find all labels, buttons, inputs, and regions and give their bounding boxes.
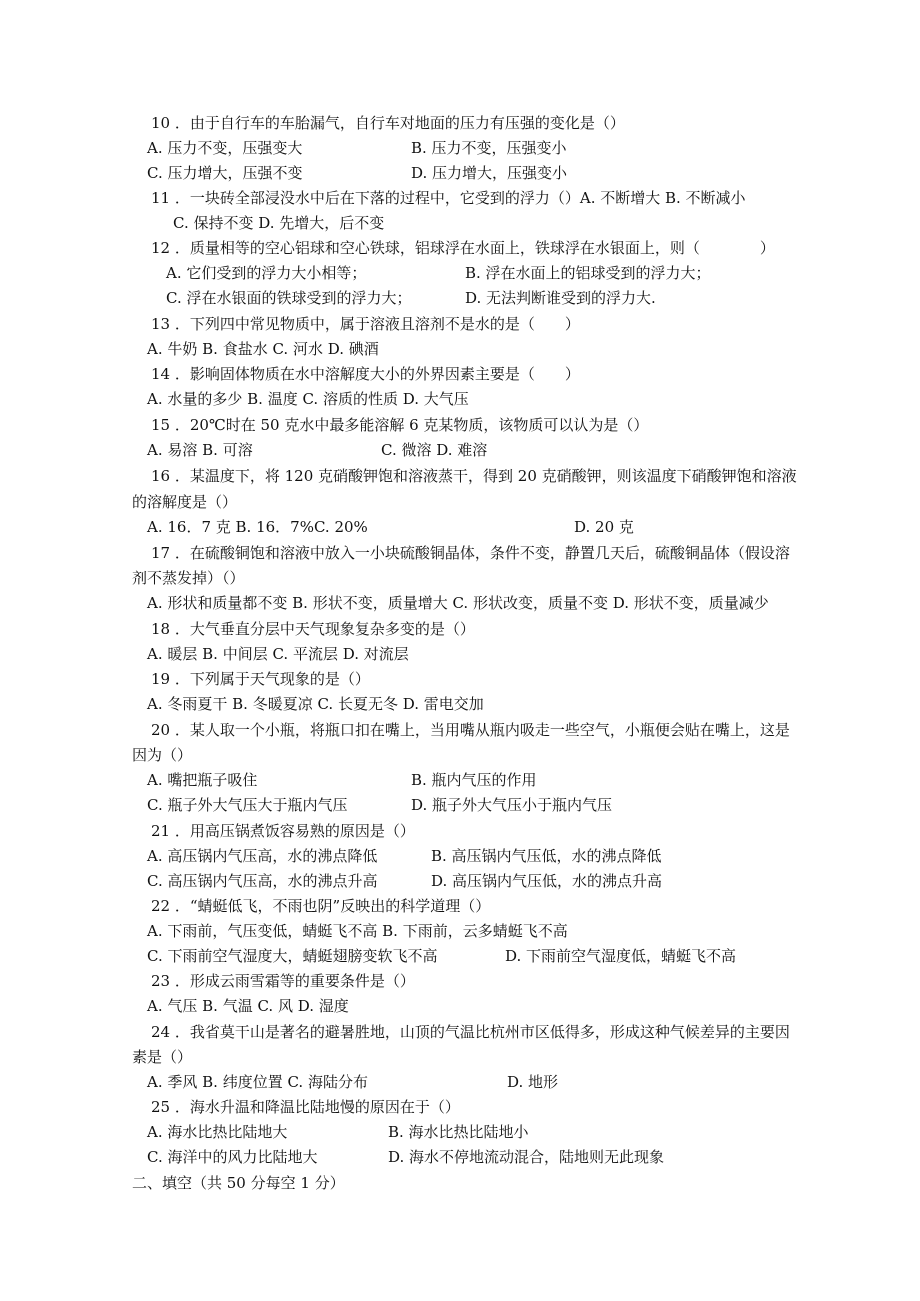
text-line: C. 保持不变 D. 先增大，后不变 <box>173 214 385 232</box>
text-line: A. 嘴把瓶子吸住 <box>147 771 258 789</box>
text-line: C. 下雨前空气湿度大，蜻蜓翅膀变软飞不高 <box>147 947 438 965</box>
text-line: A. 水量的多少 B. 温度 C. 溶质的性质 D. 大气压 <box>147 390 469 408</box>
text-line: B. 瓶内气压的作用 <box>411 771 537 789</box>
text-line: 剂不蒸发掉）（） <box>132 569 245 587</box>
text-line: C. 瓶子外大气压大于瓶内气压 <box>147 796 348 814</box>
text-line: C. 压力增大，压强不变 <box>147 164 303 182</box>
text-line: 13 ．下列四中常见物质中，属于溶液且溶剂不是水的是（ ） <box>151 315 580 333</box>
text-line: 14 ．影响固体物质在水中溶解度大小的外界因素主要是（ ） <box>151 365 580 383</box>
text-line: D. 地形 <box>507 1073 559 1091</box>
text-line: C. 浮在水银面的铁球受到的浮力大； <box>166 289 412 307</box>
text-line: B. 浮在水面上的铝球受到的浮力大； <box>465 264 711 282</box>
text-line: D. 海水不停地流动混合，陆地则无此现象 <box>388 1148 665 1166</box>
text-line: B. 海水比热比陆地小 <box>388 1123 529 1141</box>
text-line: A. 牛奶 B. 食盐水 C. 河水 D. 碘酒 <box>147 340 379 358</box>
text-line: 的溶解度是（） <box>132 493 238 511</box>
text-line: A. 形状和质量都不变 B. 形状不变，质量增大 C. 形状改变，质量不变 D. 形状不变，质量减少 <box>147 594 769 612</box>
text-line: B. 高压锅内气压低，水的沸点降低 <box>431 847 662 865</box>
text-line: A. 易溶 B. 可溶 <box>147 441 253 459</box>
text-line: 二、填空（共 50 分每空 1 分） <box>132 1174 345 1192</box>
text-line: 17 ．在硫酸铜饱和溶液中放入一小块硫酸铜晶体，条件不变，静置几天后，硫酸铜晶体（假设溶 <box>151 544 790 562</box>
text-line: 因为（） <box>132 746 193 764</box>
text-line: 18 ．大气垂直分层中天气现象复杂多变的是（） <box>151 620 475 638</box>
text-line: 11 ．一块砖全部浸没水中后在下落的过程中，它受到的浮力（）A. 不断增大 B. 不断减小 <box>151 189 746 207</box>
text-line: B. 压力不变，压强变小 <box>411 139 567 157</box>
text-line: D. 20 克 <box>574 518 634 536</box>
text-line: A. 气压 B. 气温 C. 风 D. 湿度 <box>147 997 349 1015</box>
text-line: D. 压力增大，压强变小 <box>411 164 568 182</box>
text-line: 16 ．某温度下，将 120 克硝酸钾饱和溶液蒸干，得到 20 克硝酸钾，则该温度下硝酸钾饱和溶液 <box>151 467 797 485</box>
text-line: 22 ．“蜻蜓低飞，不雨也阴”反映出的科学道理（） <box>151 897 491 915</box>
text-line: 15 ．20℃时在 50 克水中最多能溶解 6 克某物质，该物质可以认为是（） <box>151 416 649 434</box>
text-line: A. 它们受到的浮力大小相等； <box>166 264 367 282</box>
text-line: A. 16．7 克 B. 16．7%C. 20% <box>147 518 368 536</box>
text-line: C. 海洋中的风力比陆地大 <box>147 1148 318 1166</box>
text-line: D. 无法判断谁受到的浮力大. <box>465 289 656 307</box>
text-line: A. 季风 B. 纬度位置 C. 海陆分布 <box>147 1073 368 1091</box>
text-line: 12 ．质量相等的空心铝球和空心铁球，铝球浮在水面上，铁球浮在水银面上，则（ ） <box>151 239 775 257</box>
text-line: 23 ．形成云雨雪霜等的重要条件是（） <box>151 972 415 990</box>
text-line: A. 压力不变，压强变大 <box>147 139 303 157</box>
text-line: D. 高压锅内气压低，水的沸点升高 <box>431 872 663 890</box>
text-line: 21 ．用高压锅煮饭容易熟的原因是（） <box>151 822 415 840</box>
text-line: 素是（） <box>132 1048 193 1066</box>
text-line: 25 ．海水升温和降温比陆地慢的原因在于（） <box>151 1098 460 1116</box>
text-line: 20 ．某人取一个小瓶，将瓶口扣在嘴上，当用嘴从瓶内吸走一些空气，小瓶便会贴在嘴上，这是 <box>151 721 790 739</box>
text-line: D. 下雨前空气湿度低，蜻蜓飞不高 <box>505 947 737 965</box>
text-line: A. 高压锅内气压高，水的沸点降低 <box>147 847 378 865</box>
text-line: 19 ．下列属于天气现象的是（） <box>151 670 370 688</box>
text-line: D. 瓶子外大气压小于瓶内气压 <box>411 796 613 814</box>
text-line: A. 暖层 B. 中间层 C. 平流层 D. 对流层 <box>147 645 409 663</box>
text-line: A. 冬雨夏干 B. 冬暖夏凉 C. 长夏无冬 D. 雷电交加 <box>147 695 484 713</box>
text-line: A. 下雨前，气压变低，蜻蜓飞不高 B. 下雨前，云多蜻蜓飞不高 <box>147 922 568 940</box>
text-line: 24 ．我省莫干山是著名的避暑胜地，山顶的气温比杭州市区低得多，形成这种气候差异的主要因 <box>151 1023 790 1041</box>
text-line: 10 ．由于自行车的车胎漏气，自行车对地面的压力有压强的变化是（） <box>151 114 625 132</box>
text-line: C. 微溶 D. 难溶 <box>381 441 488 459</box>
text-line: A. 海水比热比陆地大 <box>147 1123 288 1141</box>
text-line: C. 高压锅内气压高，水的沸点升高 <box>147 872 378 890</box>
